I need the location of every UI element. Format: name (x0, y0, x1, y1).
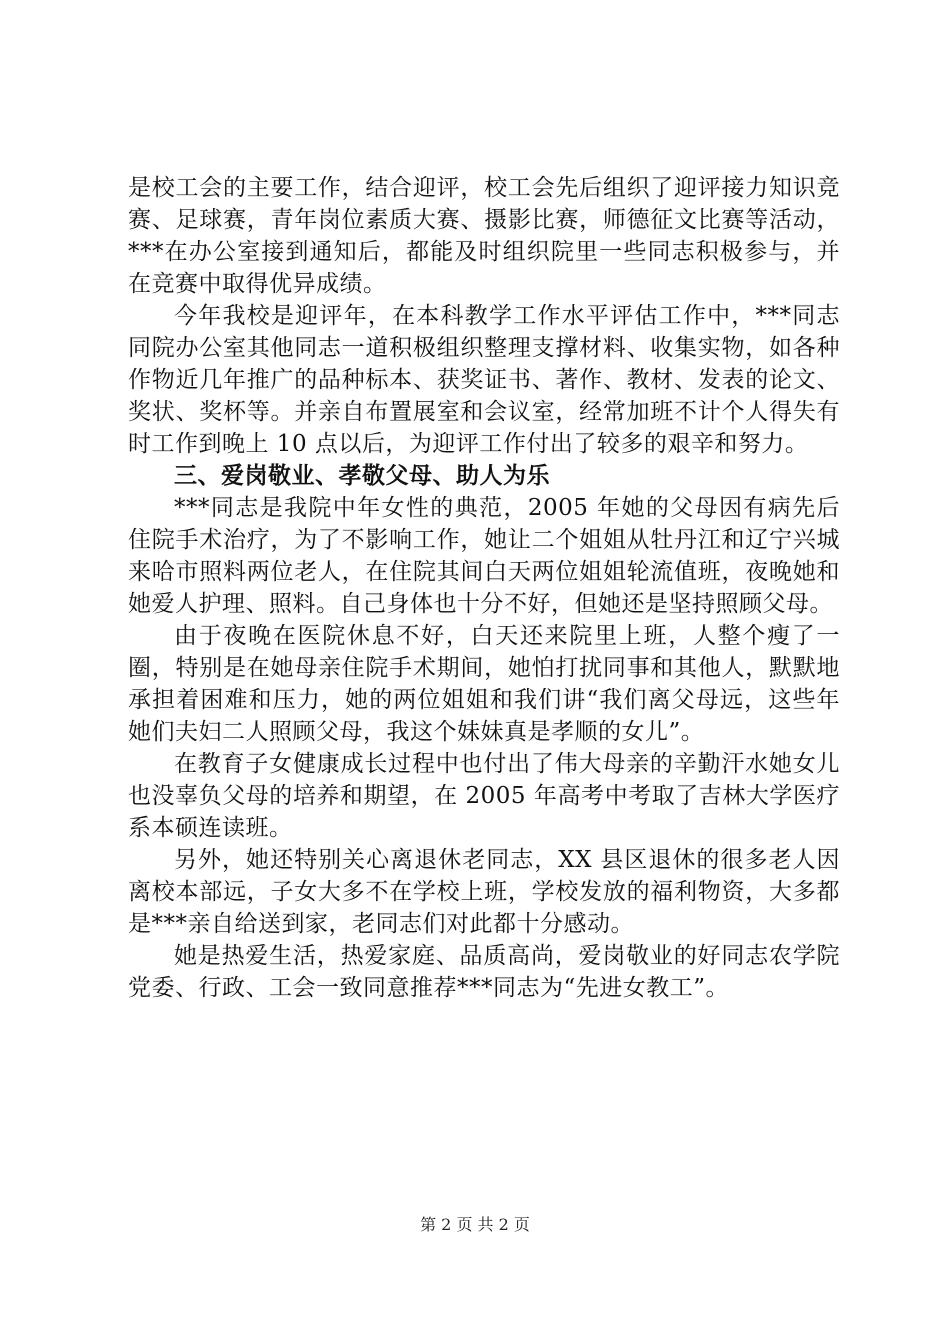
document-body (128, 172, 840, 1004)
page-number-footer: 第 2 页 共 2 页 (420, 1215, 530, 1234)
paragraph-union-activities: 是校工会的主要工作，结合迎评，校工会先后组织了迎评接力知识竞赛、足球赛，青年岗位素质大赛、摄影比赛，师德征文比赛等活动，***在办公室接到通知后，都能及时组织院里一些同志积极参与，并在竞赛中取得优异成绩。 (128, 175, 840, 297)
paragraph-daughter-education: 在教育子女健康成长过程中也付出了伟大母亲的辛勤汗水她女儿也没辜负父母的培养和期望，在 2005 年高考中考取了吉林大学医疗系本硕连读班。 (128, 751, 840, 841)
paragraph-recommendation: 她是热爱生活，热爱家庭、品质高尚，爱岗敬业的好同志农学院党委、行政、工会一致同意推荐***同志为“先进女教工”。 (128, 943, 840, 1001)
paragraph-evaluation-work: 今年我校是迎评年，在本科教学工作水平评估工作中，***同志同院办公室其他同志一道积极组织整理支撑材料、收集实物，如各种作物近几年推广的品种标本、获奖证书、著作、教材、发表的论文、奖状、奖杯等。并亲自布置展室和会议室，经常加班不计个人得失有时工作到晚上 10 点以后，为迎评工作付出了较多的艰辛和努力。 (128, 303, 840, 457)
section-heading: 三、爱岗敬业、孝敬父母、助人为乐 (174, 463, 550, 489)
paragraph-hospital-nights: 由于夜晚在医院休息不好，白天还来院里上班，人整个瘦了一圈，特别是在她母亲住院手术期间，她怕打扰同事和其他人，默默地承担着困难和压力，她的两位姐姐和我们讲“我们离父母远，这些年她们夫妇二人照顾父母，我这个妹妹真是孝顺的女儿”。 (128, 623, 840, 745)
paragraph-retired-colleagues: 另外，她还特别关心离退休老同志，XX 县区退休的很多老人因离校本部远，子女大多不在学校上班，学校发放的福利物资，大多都是***亲自给送到家，老同志们对此都十分感动。 (128, 847, 840, 937)
paragraph-caring-parents: ***同志是我院中年女性的典范，2005 年她的父母因有病先后住院手术治疗，为了不影响工作，她让二个姐姐从牡丹江和辽宁兴城来哈市照料两位老人，在住院其间白天两位姐姐轮流值班，夜晚她和她爱人护理、照料。自己身体也十分不好，但她还是坚持照顾父母。 (128, 495, 840, 617)
